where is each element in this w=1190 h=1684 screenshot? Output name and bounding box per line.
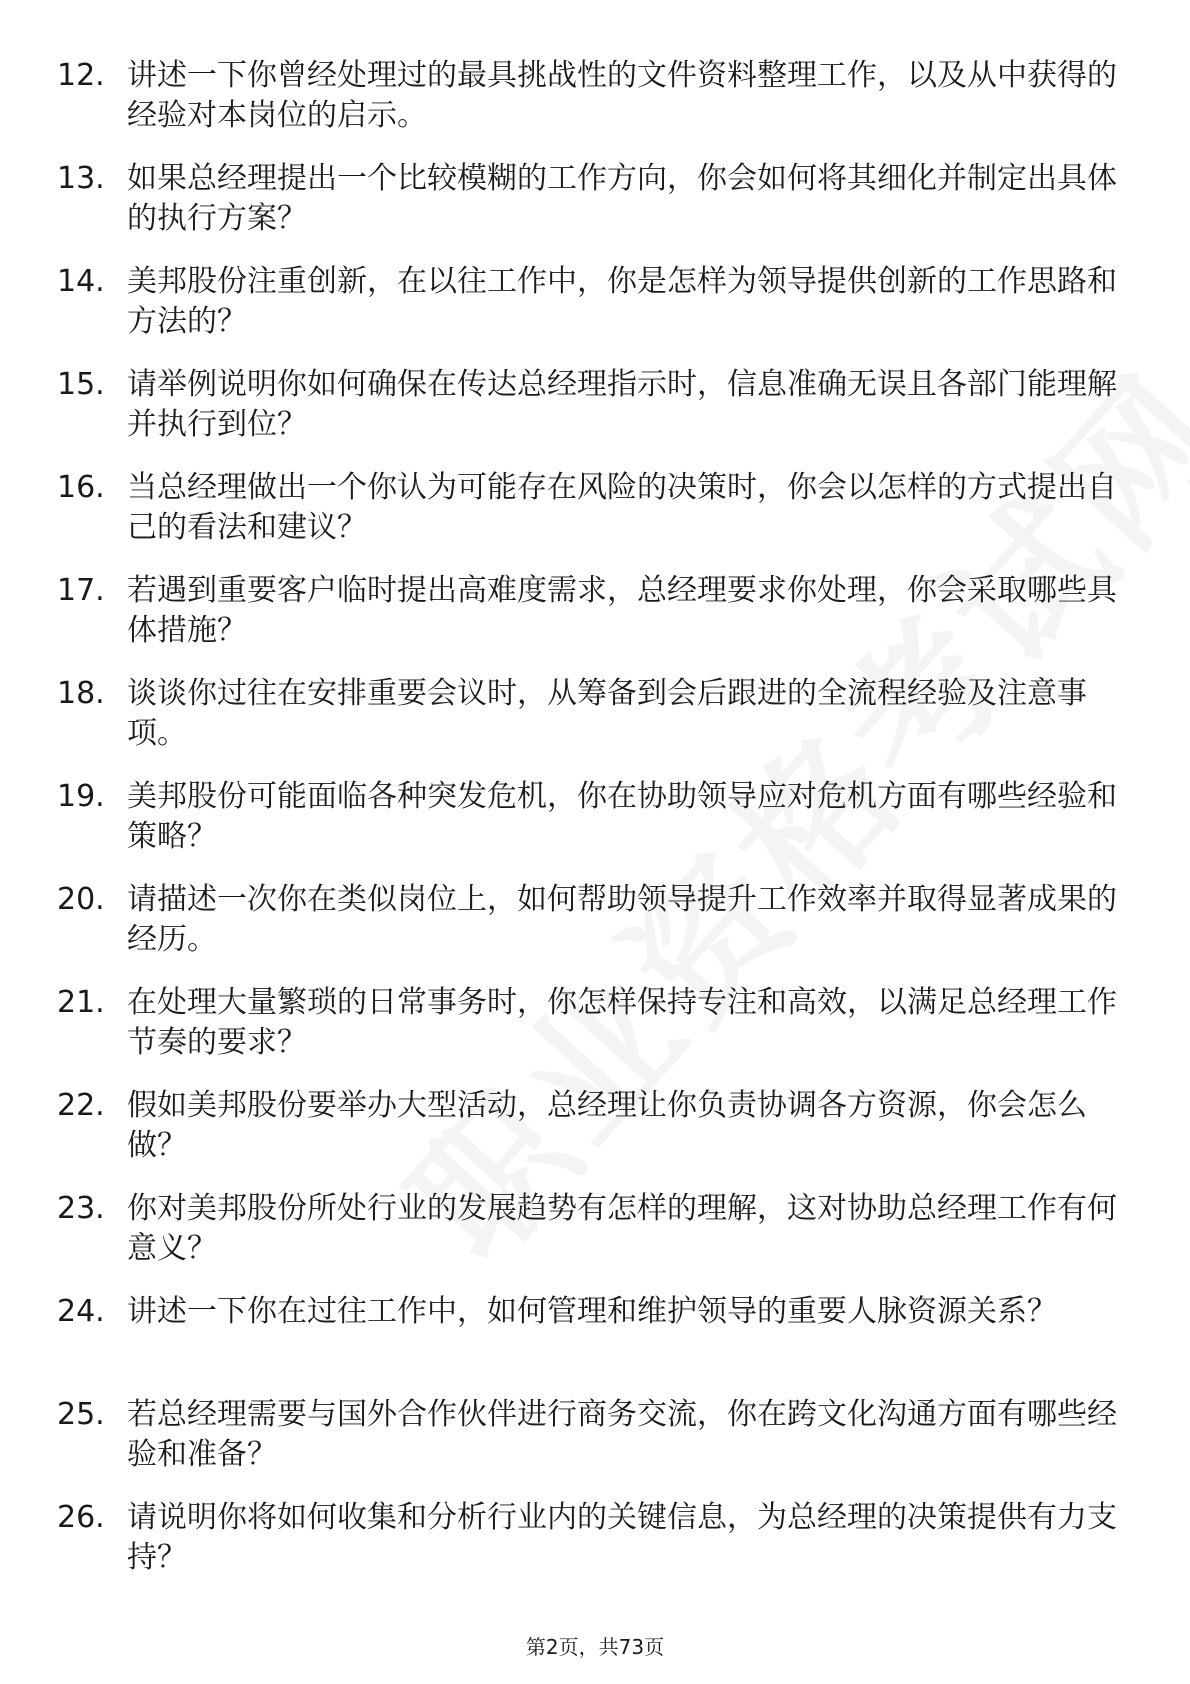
question-text: 请举例说明你如何确保在传达总经理指示时，信息准确无误且各部门能理解并执行到位？ bbox=[127, 367, 1117, 442]
question-list bbox=[57, 56, 1117, 1601]
question-number: 24. bbox=[57, 1294, 105, 1329]
list-item bbox=[57, 56, 1117, 159]
list-item bbox=[57, 1395, 1117, 1498]
list-item bbox=[57, 262, 1117, 365]
question-text: 讲述一下你曾经处理过的最具挑战性的文件资料整理工作，以及从中获得的经验对本岗位的启示。 bbox=[127, 58, 1117, 133]
question-text: 讲述一下你在过往工作中，如何管理和维护领导的重要人脉资源关系？ bbox=[127, 1294, 1057, 1329]
question-text: 当总经理做出一个你认为可能存在风险的决策时，你会以怎样的方式提出自己的看法和建议？ bbox=[127, 470, 1117, 545]
question-text: 你对美邦股份所处行业的发展趋势有怎样的理解，这对协助总经理工作有何意义？ bbox=[127, 1191, 1117, 1266]
list-item bbox=[57, 468, 1117, 571]
list-item bbox=[57, 880, 1117, 983]
question-number: 17. bbox=[57, 573, 105, 608]
question-number: 14. bbox=[57, 264, 105, 299]
question-text: 谈谈你过往在安排重要会议时，从筹备到会后跟进的全流程经验及注意事项。 bbox=[127, 676, 1087, 751]
list-item bbox=[57, 674, 1117, 777]
question-number: 22. bbox=[57, 1088, 105, 1123]
list-item bbox=[57, 571, 1117, 674]
list-item bbox=[57, 983, 1117, 1086]
question-text: 若遇到重要客户临时提出高难度需求，总经理要求你处理，你会采取哪些具体措施？ bbox=[127, 573, 1117, 648]
question-text: 请描述一次你在类似岗位上，如何帮助领导提升工作效率并取得显著成果的经历。 bbox=[127, 882, 1117, 957]
list-item bbox=[57, 1086, 1117, 1189]
list-item bbox=[57, 365, 1117, 468]
question-text: 假如美邦股份要举办大型活动，总经理让你负责协调各方资源，你会怎么做？ bbox=[127, 1088, 1087, 1163]
list-item bbox=[57, 1189, 1117, 1292]
question-text: 美邦股份注重创新，在以往工作中，你是怎样为领导提供创新的工作思路和方法的？ bbox=[127, 264, 1117, 339]
question-number: 25. bbox=[57, 1397, 105, 1432]
question-number: 20. bbox=[57, 882, 105, 917]
question-number: 18. bbox=[57, 676, 105, 711]
question-number: 16. bbox=[57, 470, 105, 505]
question-number: 12. bbox=[57, 58, 105, 93]
question-text: 若总经理需要与国外合作伙伴进行商务交流，你在跨文化沟通方面有哪些经验和准备？ bbox=[127, 1397, 1117, 1472]
question-number: 21. bbox=[57, 985, 105, 1020]
question-number: 23. bbox=[57, 1191, 105, 1226]
list-item bbox=[57, 1498, 1117, 1601]
question-number: 19. bbox=[57, 779, 105, 814]
list-item bbox=[57, 1292, 1117, 1395]
question-text: 请说明你将如何收集和分析行业内的关键信息，为总经理的决策提供有力支持？ bbox=[127, 1500, 1117, 1575]
page-number-label: 第2页，共73页 bbox=[525, 1635, 665, 1659]
question-text: 美邦股份可能面临各种突发危机，你在协助领导应对危机方面有哪些经验和策略？ bbox=[127, 779, 1117, 854]
page-footer bbox=[0, 1634, 1190, 1660]
question-text: 如果总经理提出一个比较模糊的工作方向，你会如何将其细化并制定出具体的执行方案？ bbox=[127, 161, 1117, 236]
question-text: 在处理大量繁琐的日常事务时，你怎样保持专注和高效，以满足总经理工作节奏的要求？ bbox=[127, 985, 1117, 1060]
question-number: 15. bbox=[57, 367, 105, 402]
question-number: 13. bbox=[57, 161, 105, 196]
list-item bbox=[57, 777, 1117, 880]
list-item bbox=[57, 159, 1117, 262]
question-number: 26. bbox=[57, 1500, 105, 1535]
